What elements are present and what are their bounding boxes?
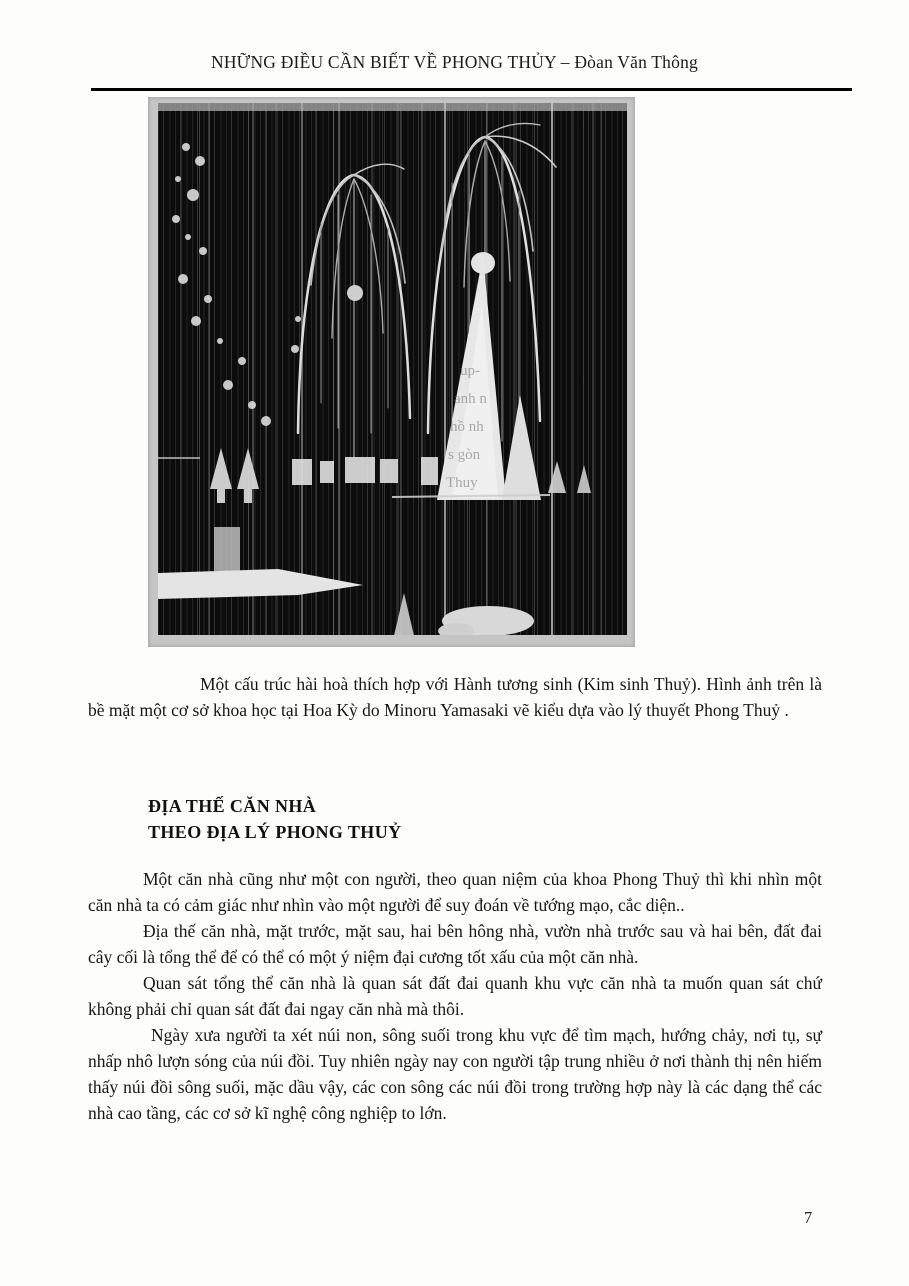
figure-caption: Một cấu trúc hài hoà thích hợp với Hành tương sinh (Kim sinh Thuỷ). Hình ảnh trên là bề mặt một cơ sở khoa học tại Hoa Kỳ do Minoru Yamasaki vẽ kiểu dựa vào lý thuyết Phong Thuỷ . [88, 674, 822, 720]
bleed-fragment: anh n [454, 391, 487, 407]
building-photo-art [158, 103, 627, 635]
bleed-fragment: s gòn [448, 447, 481, 463]
paragraph-4: Ngày xưa người ta xét núi non, sông suối trong khu vực để tìm mạch, hướng chảy, nơi tụ, sự nhấp nhô lượn sóng của núi đồi. Tuy nhiên ngày nay con người tập trung nhiều ở nơi thành thị nên hiếm thấy núi đồi sông suối, mặc dầu vậy, các con sông các núi đồi trong trường hợp này là các dạng thể các nhà cao tầng, các cơ sở kĩ nghệ công nghiệp to lớn. [88, 1025, 822, 1123]
left-highlight-blobs [172, 143, 301, 426]
header-divider-rule [91, 88, 852, 91]
building-photo-figure [148, 97, 635, 647]
paragraph-2: Địa thế căn nhà, mặt trước, mặt sau, hai bên hông nhà, vườn nhà trước sau và hai bên, đất đai cây cối là tổng thể để có thể có một ý niệm đại cương tốt xấu của một căn nhà. [88, 921, 822, 967]
vertical-streaks [209, 103, 593, 635]
bleed-fragment: Thuy [446, 475, 478, 491]
center-arch [298, 164, 410, 458]
body-text [88, 866, 822, 1126]
paragraph-3: Quan sát tổng thể căn nhà là quan sát đất đai quanh khu vực căn nhà ta muốn quan sát chứ không phải chỉ quan sát đất đai ngay căn nhà mà thôi. [88, 973, 822, 1019]
section-heading-line2: THEO ĐỊA LÝ PHONG THUỶ [148, 822, 402, 842]
section-heading [148, 793, 402, 845]
bleed-fragment: up- [460, 363, 480, 379]
bleed-fragment: hồ nh [450, 419, 484, 435]
section-heading-line1: ĐỊA THẾ CĂN NHÀ [148, 796, 317, 816]
page-number: 7 [804, 1208, 813, 1227]
page-header-title: NHỮNG ĐIỀU CẦN BIẾT VỀ PHONG THỦY – Đòan Văn Thông [211, 52, 698, 72]
building-photo [158, 103, 627, 635]
paragraph-1: Một căn nhà cũng như một con người, theo quan niệm của khoa Phong Thuỷ thì khi nhìn một căn nhà ta có cảm giác như nhìn vào một người để suy đoán về tướng mạo, cắc diện.. [88, 869, 822, 915]
bottom-highlights [392, 593, 534, 635]
